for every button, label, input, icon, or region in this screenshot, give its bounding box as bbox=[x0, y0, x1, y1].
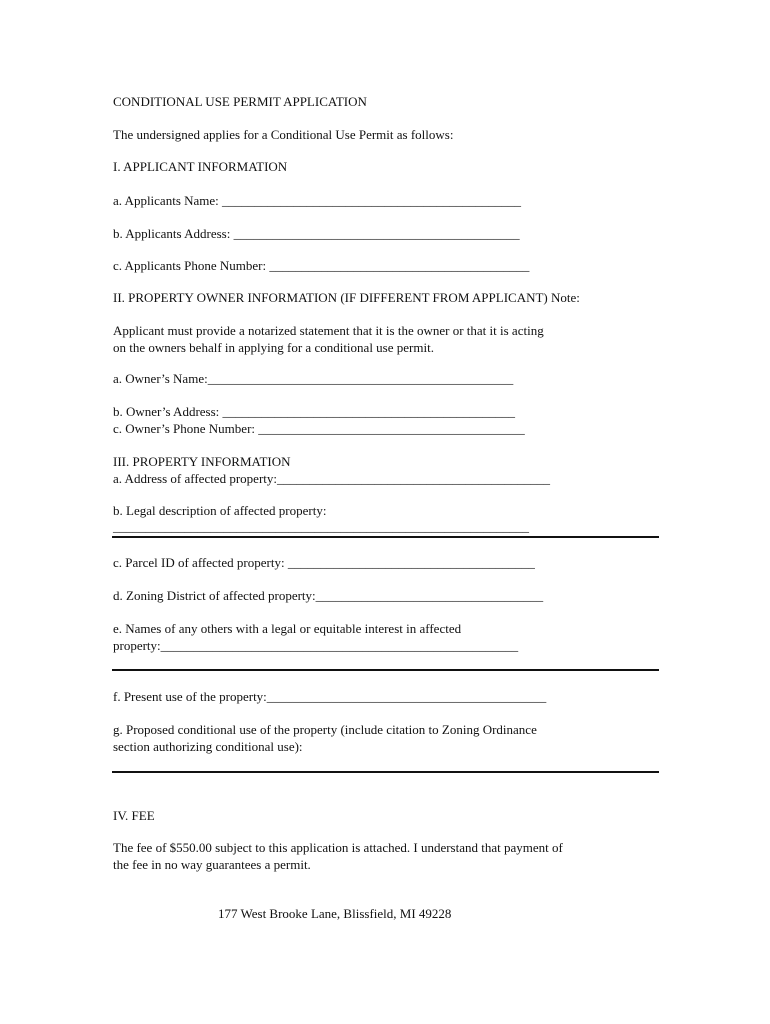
legal-description-rule bbox=[112, 536, 659, 538]
interest-names-line-1: e. Names of any others with a legal or equitable interest in affected bbox=[113, 621, 462, 636]
section-heading-applicant: I. APPLICANT INFORMATION bbox=[113, 159, 288, 174]
fee-text-line-1: The fee of $550.00 subject to this application is attached. I understand that payment of bbox=[113, 840, 563, 855]
owner-address-field: b. Owner’s Address: _____________________________________________ bbox=[113, 404, 516, 419]
proposed-use-rule bbox=[112, 771, 659, 773]
parcel-id-field: c. Parcel ID of affected property: ______________________________________ bbox=[113, 555, 535, 570]
zoning-district-field: d. Zoning District of affected property:___________________________________ bbox=[113, 588, 544, 603]
form-title: CONDITIONAL USE PERMIT APPLICATION bbox=[113, 94, 367, 109]
proposed-use-line-1: g. Proposed conditional use of the property (include citation to Zoning Ordinance bbox=[113, 722, 537, 737]
footer-address: 177 West Brooke Lane, Blissfield, MI 49228 bbox=[218, 906, 452, 921]
interest-names-rule bbox=[112, 669, 659, 671]
owner-phone-field: c. Owner’s Phone Number: _________________________________________ bbox=[113, 421, 525, 436]
applicant-address-field: b. Applicants Address: ____________________________________________ bbox=[113, 226, 520, 241]
section-heading-fee: IV. FEE bbox=[113, 808, 155, 823]
legal-description-label: b. Legal description of affected property: bbox=[113, 503, 327, 518]
applicant-name-field: a. Applicants Name: ______________________________________________ bbox=[113, 193, 522, 208]
fee-text-line-2: the fee in no way guarantees a permit. bbox=[113, 857, 311, 872]
legal-description-blank: ________________________________________________________________ bbox=[113, 519, 529, 534]
proposed-use-line-2: section authorizing conditional use): bbox=[113, 739, 303, 754]
owner-note-line-1: Applicant must provide a notarized statement that it is the owner or that it is acting bbox=[113, 323, 544, 338]
property-address-field: a. Address of affected property:__________________________________________ bbox=[113, 471, 551, 486]
interest-names-field: property:_______________________________________________________ bbox=[113, 638, 519, 653]
intro-text: The undersigned applies for a Conditional Use Permit as follows: bbox=[113, 127, 454, 142]
owner-name-field: a. Owner’s Name:_______________________________________________ bbox=[113, 371, 514, 386]
section-heading-property: III. PROPERTY INFORMATION bbox=[113, 454, 291, 469]
section-heading-owner: II. PROPERTY OWNER INFORMATION (IF DIFFERENT FROM APPLICANT) Note: bbox=[113, 290, 580, 305]
owner-note-line-2: on the owners behalf in applying for a conditional use permit. bbox=[113, 340, 434, 355]
applicant-phone-field: c. Applicants Phone Number: ________________________________________ bbox=[113, 258, 530, 273]
present-use-field: f. Present use of the property:___________________________________________ bbox=[113, 689, 547, 704]
